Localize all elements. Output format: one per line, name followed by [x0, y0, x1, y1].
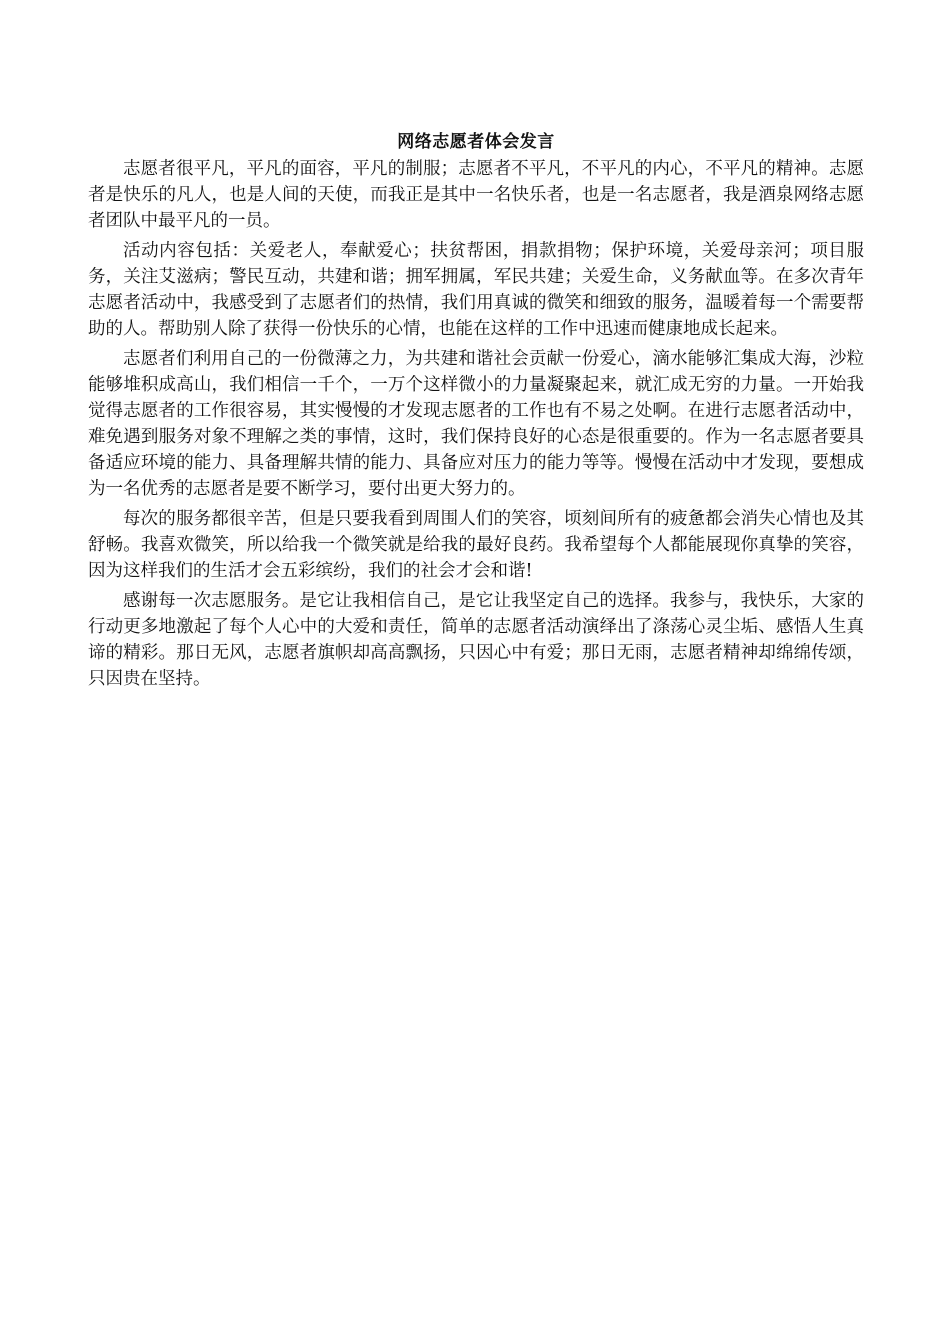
paragraph-1: 志愿者很平凡，平凡的面容，平凡的制服；志愿者不平凡，不平凡的内心，不平凡的精神。志愿者是快乐的凡人，也是人间的天使，而我正是其中一名快乐者，也是一名志愿者，我是酒泉网络志愿者团队中最平凡的一员。: [88, 159, 864, 231]
paragraph-5: 感谢每一次志愿服务。是它让我相信自己，是它让我坚定自己的选择。我参与，我快乐，大家的行动更多地激起了每个人心中的大爱和责任，简单的志愿者活动演绎出了涤荡心灵尘垢、感悟人生真谛的精彩。那日无风，志愿者旗帜却高高飘扬，只因心中有爱；那日无雨，志愿者精神却绵绵传颂，只因贵在坚持。: [88, 591, 864, 689]
paragraph-2: 活动内容包括：关爱老人，奉献爱心；扶贫帮困，捐款捐物；保护环境，关爱母亲河；项目服务，关注艾滋病；警民互动，共建和谐；拥军拥属，军民共建；关爱生命，义务献血等。在多次青年志愿者活动中，我感受到了志愿者们的热情，我们用真诚的微笑和细致的服务，温暖着每一个需要帮助的人。帮助别人除了获得一份快乐的心情，也能在这样的工作中迅速而健康地成长起来。: [88, 241, 864, 339]
document-title: 网络志愿者体会发言: [397, 132, 555, 152]
paragraph-3: 志愿者们利用自己的一份微薄之力，为共建和谐社会贡献一份爱心，滴水能够汇集成大海，沙粒能够堆积成高山，我们相信一千个，一万个这样微小的力量凝聚起来，就汇成无穷的力量。一开始我觉得志愿者的工作很容易，其实慢慢的才发现志愿者的工作也有不易之处啊。在进行志愿者活动中，难免遇到服务对象不理解之类的事情，这时，我们保持良好的心态是很重要的。作为一名志愿者要具备适应环境的能力、具备理解共情的能力、具备应对压力的能力等等。慢慢在活动中才发现，要想成为一名优秀的志愿者是要不断学习，要付出更大努力的。: [88, 349, 864, 499]
document-body: [88, 129, 864, 696]
paragraph-4: 每次的服务都很辛苦，但是只要我看到周围人们的笑容，顷刻间所有的疲惫都会消失心情也及其舒畅。我喜欢微笑，所以给我一个微笑就是给我的最好良药。我希望每个人都能展现你真挚的笑容，因为这样我们的生活才会五彩缤纷，我们的社会才会和谐!: [88, 509, 864, 581]
